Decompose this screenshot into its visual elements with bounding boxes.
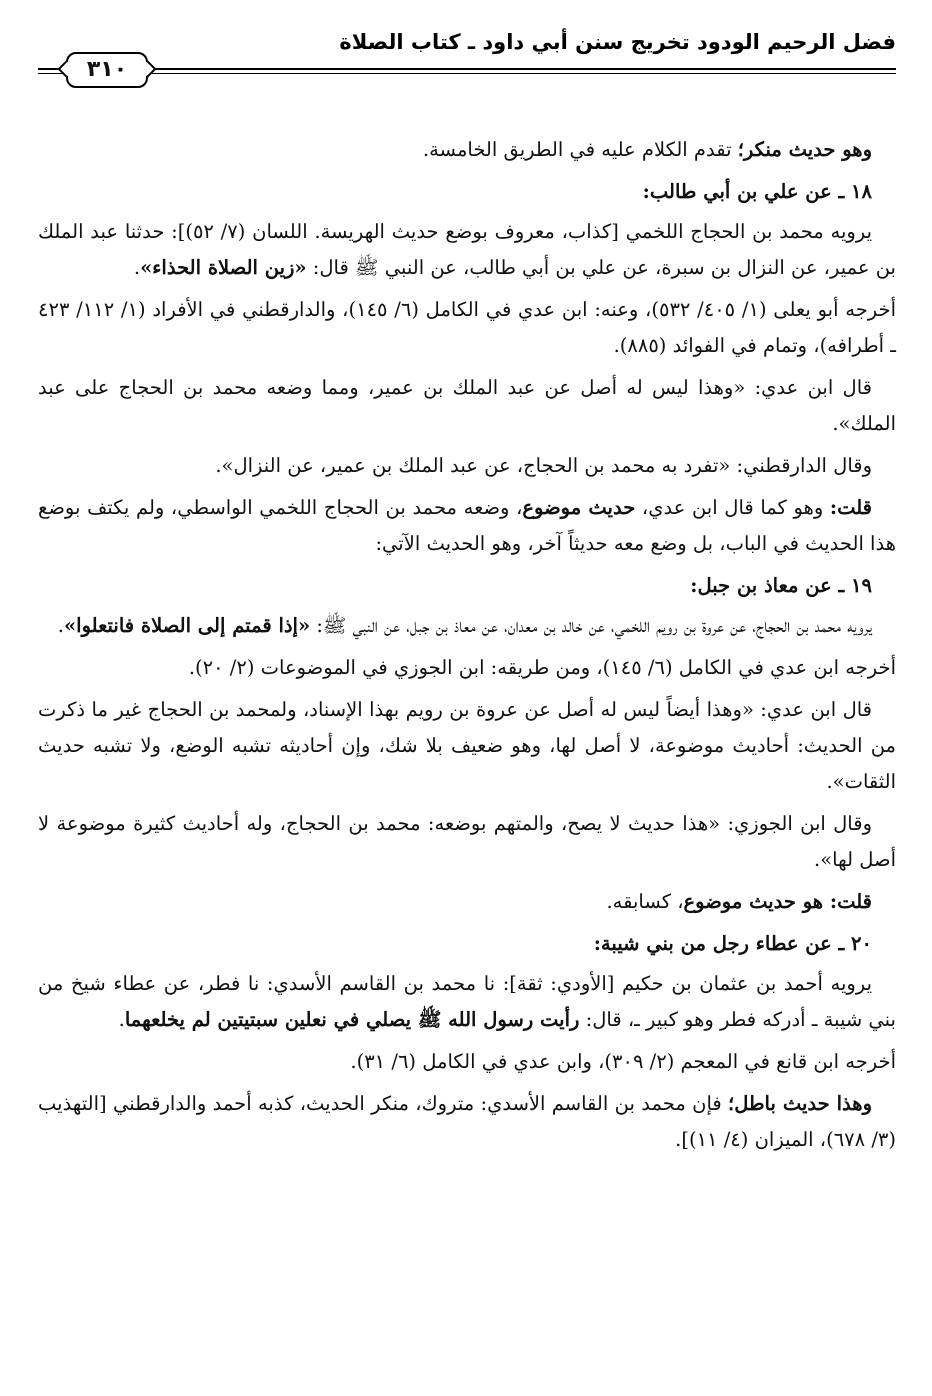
header-title: فضل الرحيم الودود تخريج سنن أبي داود ـ كتاب الصلاة [339,30,896,54]
paragraph-verdict-20 [38,1086,896,1158]
section-heading-18: ١٨ ـ عن علي بن أبي طالب: [642,180,872,203]
paragraph-text: وهو كما قال ابن عدي، [635,496,830,519]
hadith-quote: «إذا قمتم إلى الصلاة فانتعلوا» [63,614,311,637]
paragraph-end: . [118,1008,125,1031]
paragraph-sources-18: أخرجه أبو يعلى (١/ ٤٠٥/ ٥٣٢)، وعنه: ابن عدي في الكامل (٦/ ١٤٥)، والدارقطني في الأفراد (١/ ١١٢/ ٤٢٣ ـ أطرافه)، وتمام في الفوائد (٨٨٥). [38,298,897,357]
hadith-quote: «زين الصلاة الحذاء» [140,256,307,279]
paragraph-text: يرويه محمد بن الحجاج، عن عروة بن رويم اللخمي، عن خالد بن معدان، عن معاذ بن جبل، عن النبي ﷺ: [310,614,872,637]
paragraph-chain-18 [38,214,896,286]
section-heading-19: ١٩ ـ عن معاذ بن جبل: [690,574,872,597]
paragraph-end: . [133,256,141,279]
verdict-term: حديث موضوع [522,496,636,519]
paragraph-qult-18 [38,490,896,562]
verdict-lead: وهو حديث منكر؛ [737,138,872,161]
paragraph-verdict-1 [38,132,896,168]
paragraph-ibn-adi-quote: قال ابن عدي: «وهذا ليس له أصل عن عبد الملك بن عمير، ومما وضعه محمد بن الحجاج على عبد الملك». [38,376,896,435]
hadith-quote: رأيت رسول الله ﷺ يصلي في نعلين سبتيتين لم يخلعهما [124,1008,580,1031]
verdict-lead: وهذا حديث باطل؛ [728,1092,872,1115]
paragraph-daraqutni-quote: وقال الدارقطني: «تفرد به محمد بن الحجاج، عن عبد الملك بن عمير، عن النزال». [215,454,872,477]
paragraph-text: تقدم الكلام عليه في الطريق الخامسة. [422,138,738,161]
header-rule [38,68,896,70]
paragraph-qult-19 [38,884,896,920]
paragraph-text: ، كسابقه. [606,890,684,913]
header-rule-thin [38,73,896,74]
paragraph-sources-20: أخرجه ابن قانع في المعجم (٢/ ٣٠٩)، وابن عدي في الكامل (٦/ ٣١). [350,1050,896,1073]
page-body [38,132,896,1158]
qult-label: قلت: [829,496,872,519]
paragraph-text: فإن محمد بن القاسم الأسدي: متروك، منكر الحديث، كذبه أحمد والدارقطني [التهذيب (٣/ ٦٧٨)، الميزان (٤/ ١١)]. [38,1092,896,1151]
paragraph-ibn-adi-quote-2: قال ابن عدي: «وهذا أيضاً ليس له أصل عن عروة بن رويم بهذا الإسناد، ولمحمد بن الحجاج غير ما ذكرت من الحديث: أحاديث موضوعة، لا أصل لها، وهو ضعيف بلا شك، وإن أحاديثه تشبه الوضع، ولا تشبه حديث الثقات». [38,698,896,793]
paragraph-text: يرويه محمد بن الحجاج اللخمي [كذاب، معروف بوضع حديث الهريسة. اللسان (٧/ ٥٢)]: حدثنا عبد الملك بن عمير، عن النزال بن سبرة، عن علي بن أبي طالب، عن النبي ﷺ قال: [38,220,896,279]
paragraph-end: . [57,614,64,637]
qult-label: قلت: هو حديث موضوع [683,890,872,913]
running-header [38,20,896,82]
book-page [38,20,896,1380]
paragraph-chain-19 [38,608,896,644]
page-number-badge: ٣١٠ [66,52,148,88]
paragraph-chain-20 [38,966,896,1038]
paragraph-text: ، وضعه محمد بن الحجاج اللخمي الواسطي، ولم يكتف بوضع هذا الحديث في الباب، بل وضع معه حديثاً آخر، وهو الحديث الآتي: [38,496,896,555]
paragraph-ibn-jawzi-quote: وقال ابن الجوزي: «هذا حديث لا يصح، والمتهم بوضعه: محمد بن الحجاج، وله أحاديث كثيرة موضوعة لا أصل لها». [38,812,896,871]
section-heading-20: ٢٠ ـ عن عطاء رجل من بني شيبة: [593,932,872,955]
paragraph-text: يرويه أحمد بن عثمان بن حكيم [الأودي: ثقة]: نا محمد بن القاسم الأسدي: نا فطر، عن عطاء شيخ من بني شيبة ـ أدركه فطر وهو كبير ـ، قال: [38,972,896,1031]
paragraph-sources-19: أخرجه ابن عدي في الكامل (٦/ ١٤٥)، ومن طريقه: ابن الجوزي في الموضوعات (٢/ ٢٠). [188,656,896,679]
